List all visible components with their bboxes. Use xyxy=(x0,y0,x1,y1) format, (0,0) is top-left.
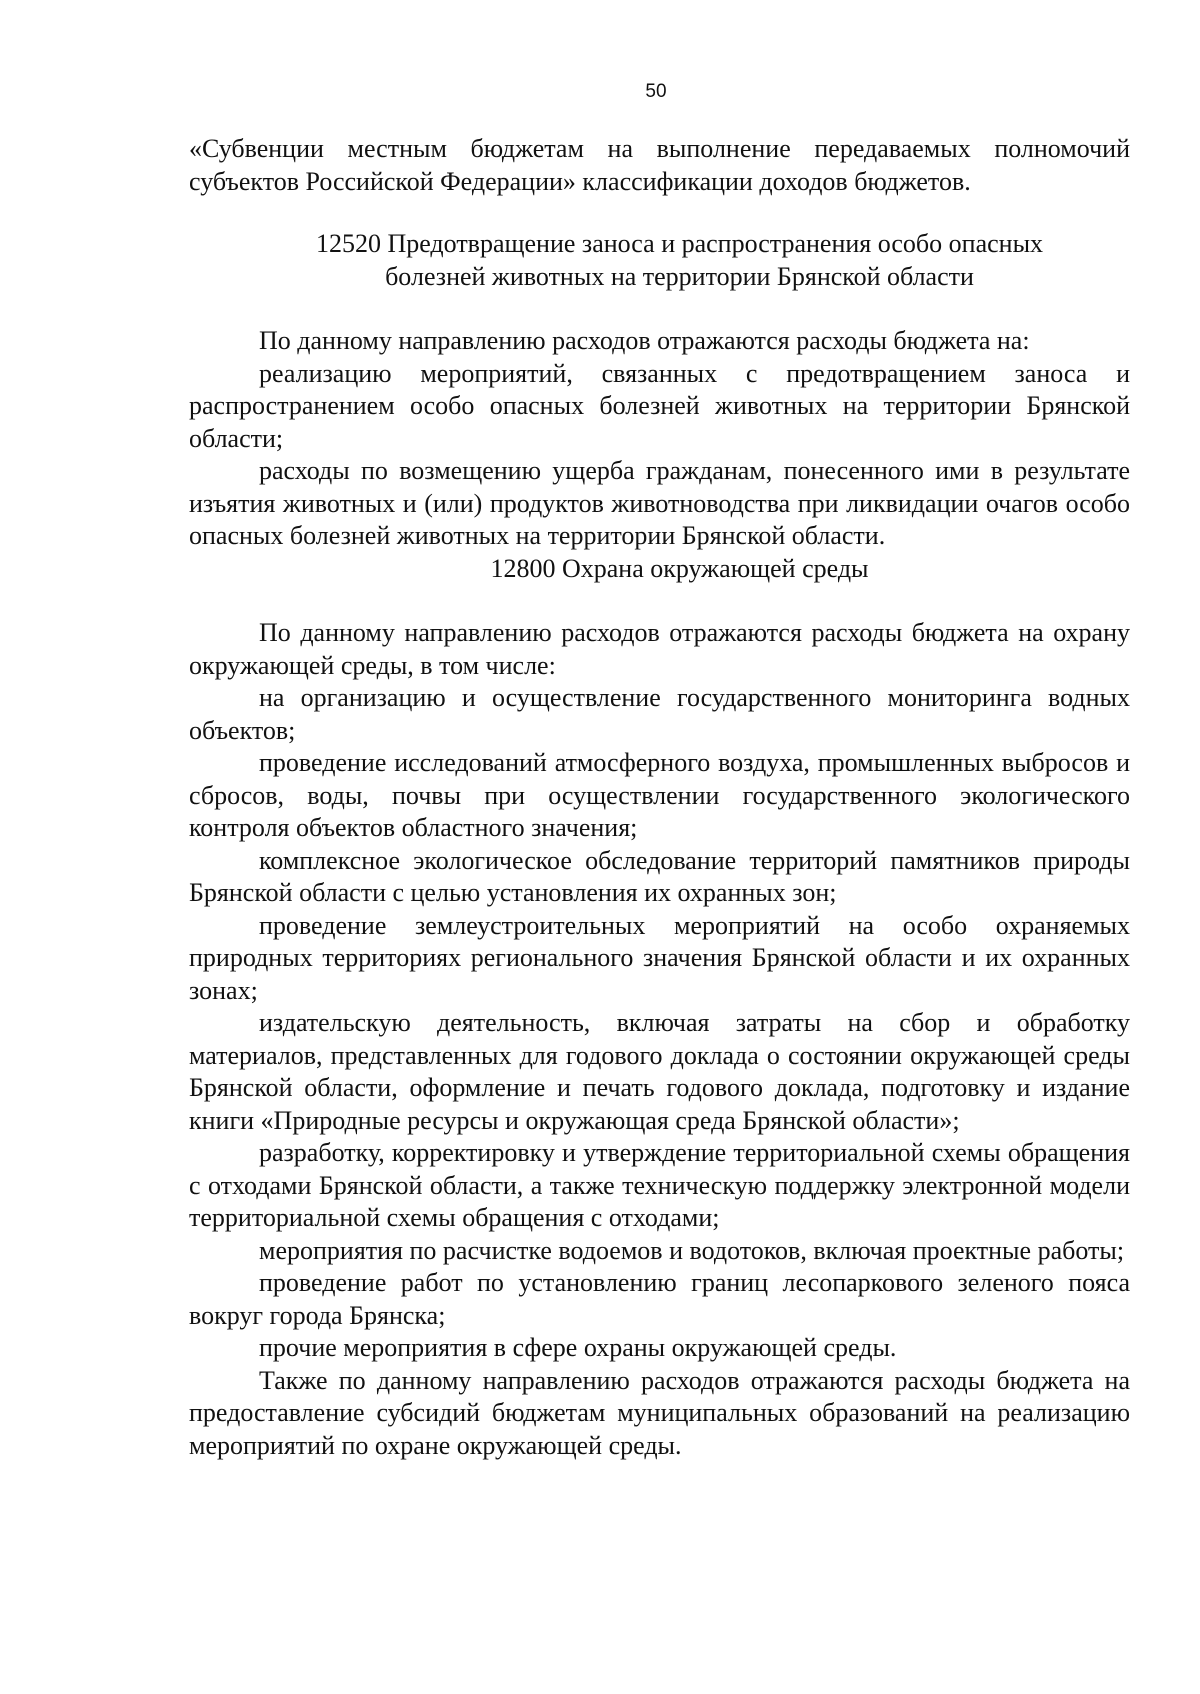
paragraph: прочие мероприятия в сфере охраны окружающей среды. xyxy=(259,1333,897,1362)
section-heading-12800: 12800 Охрана окружающей среды xyxy=(490,553,869,583)
paragraph: на организацию и осуществление государственного мониторинга водных объектов; xyxy=(189,683,1130,745)
paragraph: проведение работ по установлению границ лесопаркового зеленого пояса вокруг города Брянска; xyxy=(189,1268,1130,1330)
paragraph: мероприятия по расчистке водоемов и водотоков, включая проектные работы; xyxy=(259,1235,1125,1265)
paragraph: проведение исследований атмосферного воздуха, промышленных выбросов и сбросов, воды, почвы при осуществлении государственного экологического контроля объектов областного значения; xyxy=(189,748,1130,842)
paragraph: По данному направлению расходов отражаются расходы бюджета на: xyxy=(259,326,1030,355)
page-number: 50 xyxy=(645,81,667,102)
paragraph: комплексное экологическое обследование территорий памятников природы Брянской области с целью установления их охранных зон; xyxy=(189,845,1130,907)
paragraph: издательскую деятельность, включая затраты на сбор и обработку материалов, представленных для годового доклада о состоянии окружающей среды Брянской области, оформление и печать годового доклада, подготовку и издание книги «Природные ресурсы и окружающая среда Брянской области»; xyxy=(189,1008,1130,1135)
paragraph: реализацию мероприятий, связанных с предотвращением заноса и распространением особо опасных болезней животных на территории Брянской области; xyxy=(189,358,1130,453)
section-heading-12520-line1: 12520 Предотвращение заноса и распространения особо опасных xyxy=(315,229,1044,258)
paragraph-intro: «Субвенции местным бюджетам на выполнение передаваемых полномочий субъектов Российской Федерации» классификации доходов бюджетов. xyxy=(189,134,1130,196)
paragraph: расходы по возмещению ущерба гражданам, понесенного ими в результате изъятия животных и (или) продуктов животноводства при ликвидации очагов особо опасных болезней животных на территории Брянской области. xyxy=(189,456,1130,550)
paragraph: По данному направлению расходов отражаются расходы бюджета на охрану окружающей среды, в том числе: xyxy=(189,618,1130,680)
paragraph: Также по данному направлению расходов отражаются расходы бюджета на предоставление субсидий бюджетам муниципальных образований на реализацию мероприятий по охране окружающей среды. xyxy=(189,1365,1130,1460)
document-body xyxy=(189,133,1130,1462)
section-heading-12520-line2: болезней животных на территории Брянской области xyxy=(385,261,974,291)
paragraph: проведение землеустроительных мероприятий на особо охраняемых природных территориях регионального значения Брянской области и их охранных зонах; xyxy=(189,910,1130,1005)
paragraph: разработку, корректировку и утверждение территориальной схемы обращения с отходами Брянской области, а также техническую поддержку электронной модели территориальной схемы обращения с отходами; xyxy=(189,1138,1130,1232)
section-heading-12520 xyxy=(189,228,1130,293)
